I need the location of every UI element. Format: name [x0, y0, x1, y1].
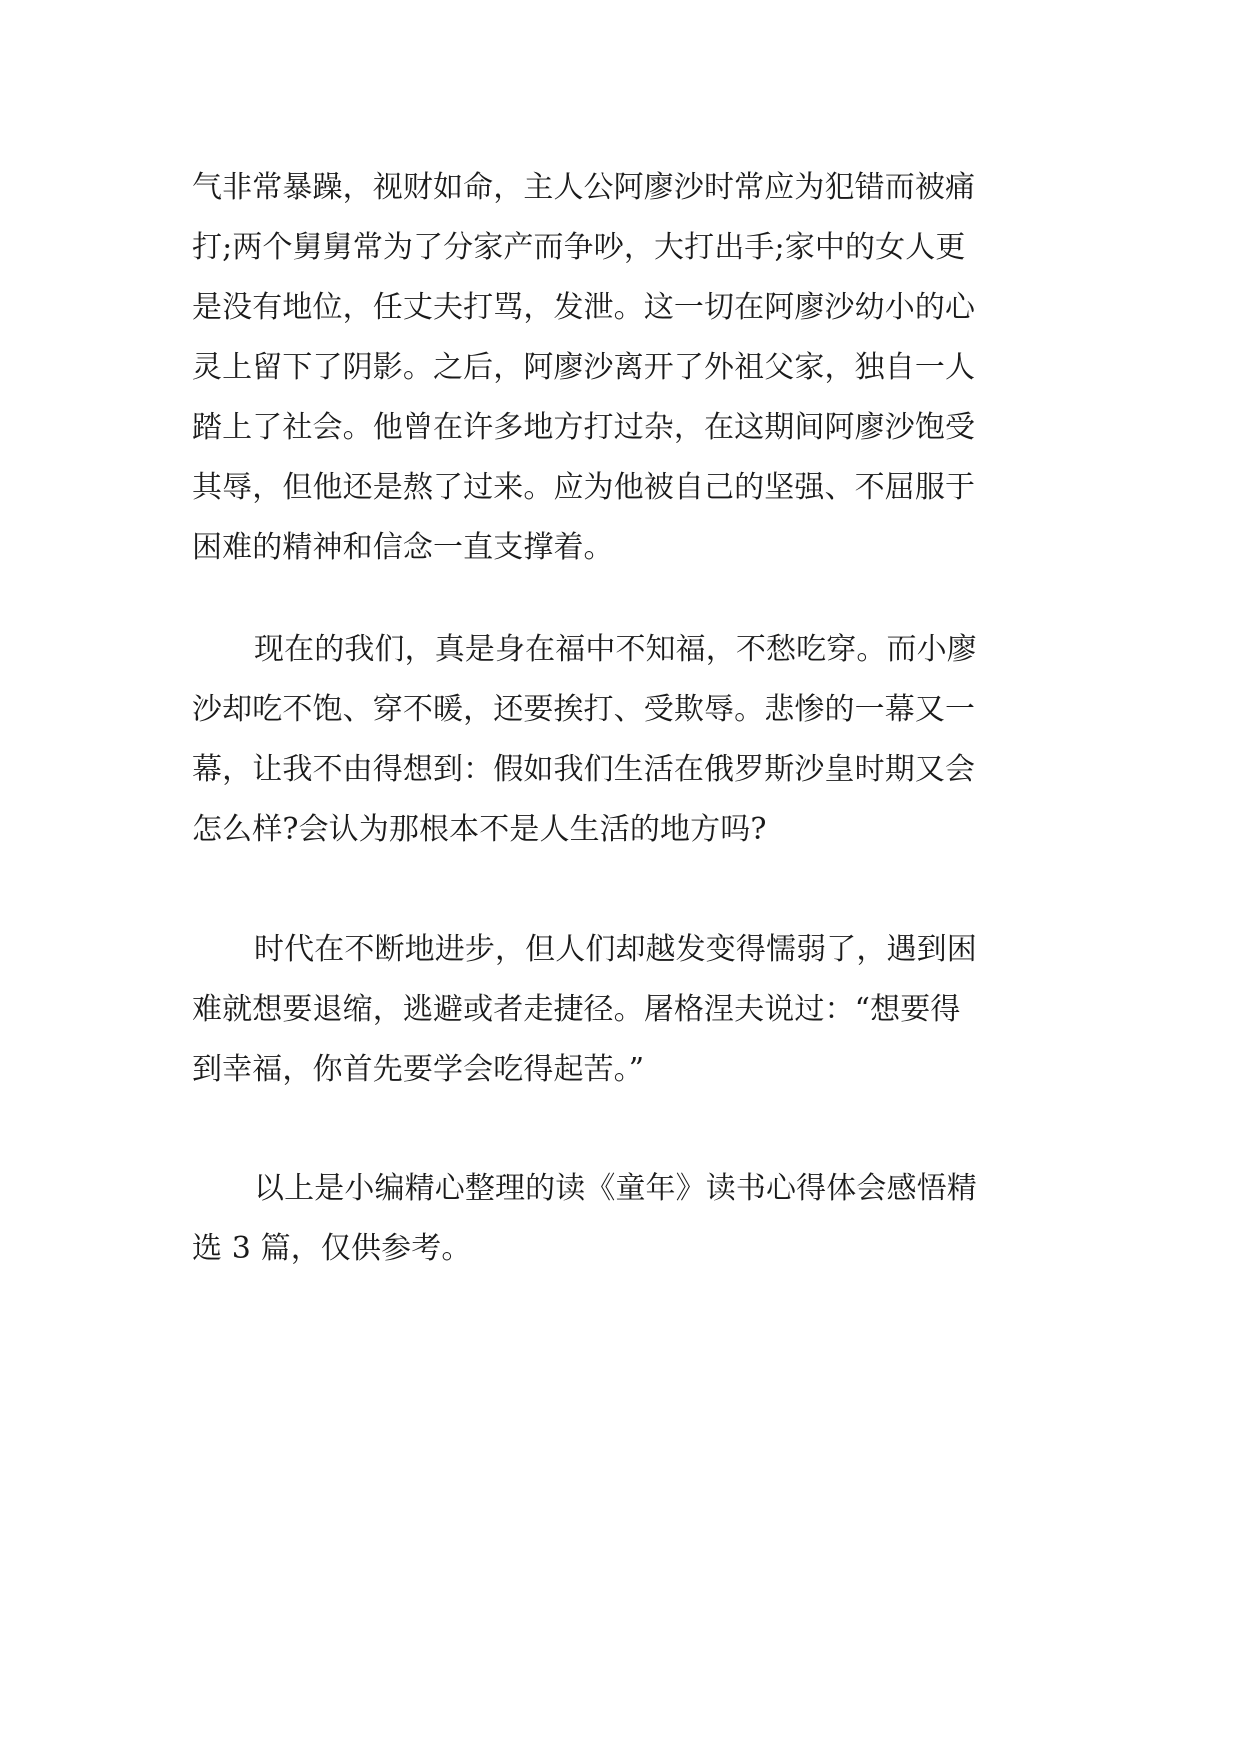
paragraph-4: [192, 1159, 1052, 1279]
paragraph-3: [192, 920, 1052, 1100]
text-line: 幕，让我不由得想到：假如我们生活在俄罗斯沙皇时期又会: [192, 752, 976, 787]
text-line: 沙却吃不饱、穿不暖，还要挨打、受欺辱。悲惨的一幕又一: [192, 692, 976, 727]
text-line: 困难的精神和信念一直支撑着。: [192, 530, 614, 565]
text-line: 现在的我们，真是身在福中不知福，不愁吃穿。而小廖: [254, 632, 977, 667]
text-line: 其辱，但他还是熬了过来。应为他被自己的坚强、不屈服于: [192, 470, 976, 505]
text-line: 选 3 篇，仅供参考。: [192, 1231, 472, 1266]
text-line: 灵上留下了阴影。之后，阿廖沙离开了外祖父家，独自一人: [192, 350, 976, 385]
text-line: 以上是小编精心整理的读《童年》读书心得体会感悟精: [254, 1171, 977, 1206]
text-line: 时代在不断地进步，但人们却越发变得懦弱了，遇到困: [254, 932, 977, 967]
text-line: 难就想要退缩，逃避或者走捷径。屠格涅夫说过：“想要得: [192, 992, 961, 1027]
text-line: 是没有地位，任丈夫打骂，发泄。这一切在阿廖沙幼小的心: [192, 290, 976, 325]
text-line: 到幸福，你首先要学会吃得起苦。”: [192, 1052, 645, 1087]
text-line: 怎么样?会认为那根本不是人生活的地方吗?: [192, 812, 767, 847]
paragraph-1: [192, 158, 1052, 578]
text-line: 踏上了社会。他曾在许多地方打过杂，在这期间阿廖沙饱受: [192, 410, 976, 445]
paragraph-2: [192, 620, 1052, 860]
text-line: 气非常暴躁，视财如命，主人公阿廖沙时常应为犯错而被痛: [192, 170, 976, 205]
text-line: 打;两个舅舅常为了分家产而争吵，大打出手;家中的女人更: [192, 230, 966, 265]
